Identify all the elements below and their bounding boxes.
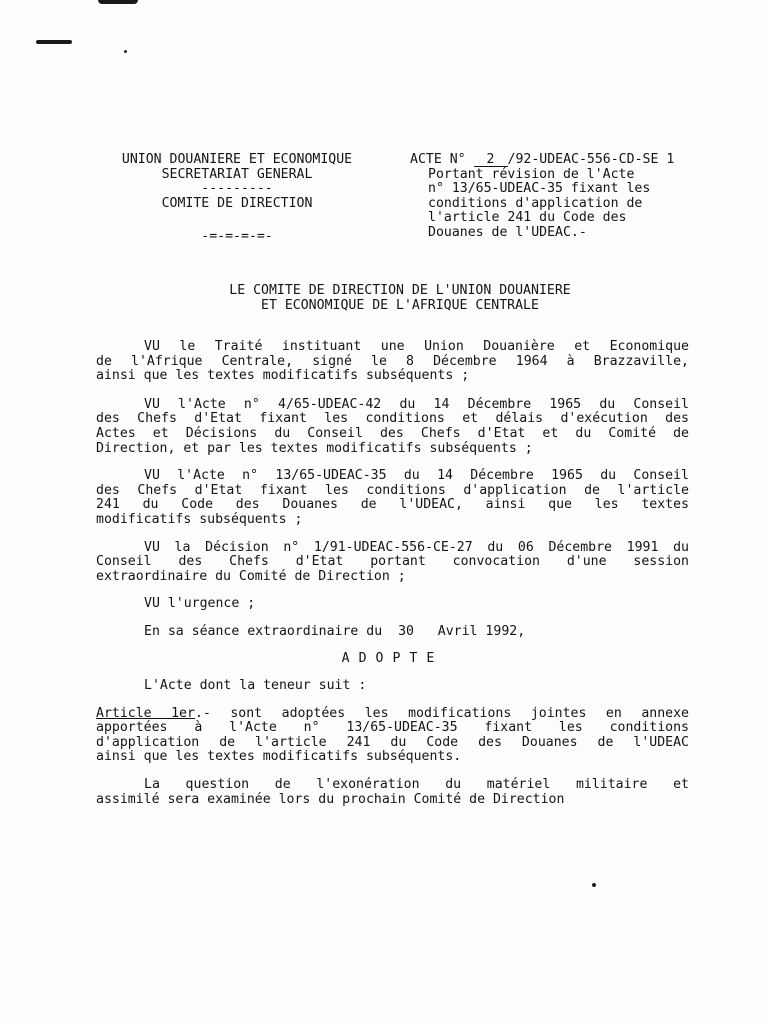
act-description-line: conditions d'application de: [428, 195, 643, 211]
article-1-label: Article 1er: [96, 705, 195, 721]
separator-alternating: -=-=-=-=-: [201, 229, 273, 245]
scan-artifact-mark: [36, 40, 72, 44]
text-line: L'Acte dont la teneur suit :: [144, 678, 367, 694]
act-description-line: Douanes de l'UDEAC.-: [428, 224, 587, 240]
act-number-line: [410, 153, 720, 168]
session-date: Avril 1992,: [437, 623, 526, 639]
text-line: Direction, et par les textes modificatifs subséquents ;: [96, 440, 533, 456]
act-description-line: l'article 241 du Code des: [428, 210, 627, 226]
scan-artifact-mark: [98, 0, 138, 4]
document-body: [96, 340, 689, 807]
act-number: 2: [474, 154, 508, 167]
title-line: ET ECONOMIQUE DE L'AFRIQUE CENTRALE: [261, 297, 539, 313]
text-line: extraordinaire du Comité de Direction ;: [96, 568, 406, 584]
paragraph-seance: [96, 625, 689, 640]
paragraph-vu-acte-4-65: [96, 398, 689, 456]
scan-artifact-dot: [124, 50, 127, 53]
paragraph-vu-traite: [96, 340, 689, 384]
text-line: Actes et Décisions du Conseil des Chefs d'Etat et du Comité de: [96, 425, 689, 441]
text-line: La question de l'exonération du matériel militaire et: [144, 777, 689, 793]
paragraph-vu-acte-13-65: [96, 469, 689, 527]
paragraph-exoneration: [96, 778, 689, 807]
text-line: apportées à l'Acte n° 13/65-UDEAC-35 fixant les conditions: [96, 720, 689, 736]
document-title: [150, 284, 650, 313]
issuer-committee: COMITE DE DIRECTION: [161, 195, 313, 211]
act-description-line: n° 13/65-UDEAC-35 fixant les: [428, 181, 651, 197]
session-prefix: En sa séance extraordinaire du: [144, 623, 383, 639]
paragraph-vu-urgence: [96, 597, 689, 612]
text-line: VU l'urgence ;: [144, 596, 256, 612]
text-line: des Chefs d'Etat fixant les conditions et délais d'exécution des: [96, 411, 689, 427]
issuer-name: UNION DOUANIERE ET ECONOMIQUE: [121, 152, 353, 167]
act-description-line: Portant révision de l'Acte: [428, 166, 635, 182]
act-suffix: /92-UDEAC-556-CD-SE 1: [507, 152, 675, 167]
text-line: de l'Afrique Centrale, signé le 8 Décembre 1964 à Brazzaville,: [96, 353, 689, 369]
adopte-heading: ADOPTE: [341, 650, 444, 666]
session-day: 30: [398, 623, 414, 639]
text-line: .- sont adoptées les modifications jointes en annexe: [194, 705, 689, 721]
text-line: VU l'Acte n° 13/65-UDEAC-35 du 14 Décembre 1965 du Conseil: [144, 468, 689, 484]
scan-artifact-dot: [592, 883, 596, 887]
paragraph-vu-decision: [96, 541, 689, 585]
text-line: VU la Décision n° 1/91-UDEAC-556-CE-27 du 06 Décembre 1991 du: [144, 539, 689, 555]
text-line: 241 du Code des Douanes de l'UDEAC, ainsi que les textes: [96, 497, 689, 513]
title-line: LE COMITE DE DIRECTION DE L'UNION DOUANIERE: [229, 283, 571, 298]
separator-dashes: ---------: [201, 181, 273, 197]
text-line: des Chefs d'Etat fixant les conditions d'application de l'article: [96, 482, 689, 498]
text-line: assimilé sera examinée lors du prochain Comité de Direction: [96, 791, 565, 807]
issuer-secretariat: SECRETARIAT GENERAL: [161, 166, 313, 182]
act-prefix: ACTE N°: [410, 152, 466, 167]
text-line: modificatifs subséquents ;: [96, 511, 303, 527]
paragraph-article-1: [96, 707, 689, 765]
text-line: Conseil des Chefs d'Etat portant convocation d'une session: [96, 554, 689, 570]
act-reference-block: [410, 153, 720, 241]
text-line: d'application de l'article 241 du Code des Douanes de l'UDEAC: [96, 734, 689, 750]
text-line: VU le Traité instituant une Union Douanière et Economique: [144, 339, 689, 354]
text-line: VU l'Acte n° 4/65-UDEAC-42 du 14 Décembre 1965 du Conseil: [144, 396, 689, 412]
text-line: ainsi que les textes modificatifs subséquents.: [96, 749, 462, 765]
text-line: ainsi que les textes modificatifs subséquents ;: [96, 368, 470, 384]
paragraph-teneur: [96, 679, 689, 694]
issuer-block: [92, 153, 382, 245]
